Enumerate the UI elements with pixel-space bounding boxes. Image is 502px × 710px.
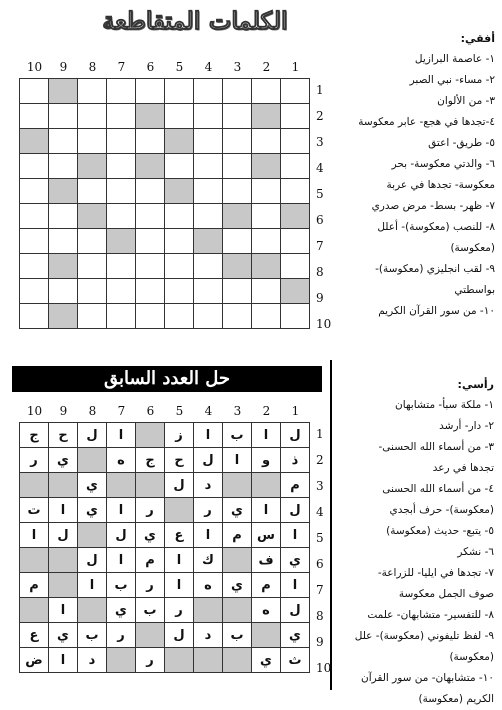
solution-col-number-1: 1 (291, 404, 300, 418)
puzzle-row-number-3: 3 (316, 135, 324, 149)
across-clue: ٢- مساء- نبي الصبر (409, 74, 495, 86)
solution-cell: ز (165, 423, 194, 448)
solution-col-number-3: 3 (233, 404, 242, 418)
puzzle-cell (165, 79, 194, 104)
solution-cell: ب (107, 573, 136, 598)
solution-cell (223, 648, 252, 673)
solution-cell: ا (165, 548, 194, 573)
down-clue: ٥- يتبع- حديث (معكوسة) (386, 525, 494, 537)
solution-cell (49, 473, 78, 498)
puzzle-cell (78, 154, 107, 179)
across-clue: ٨- للنصب (معكوسة)- أعلل (377, 221, 495, 233)
puzzle-row-number-7: 7 (316, 239, 324, 253)
puzzle-col-number-7: 7 (117, 60, 126, 74)
puzzle-cell (194, 179, 223, 204)
puzzle-cell (107, 229, 136, 254)
puzzle-cell (136, 154, 165, 179)
solution-cell: ل (165, 623, 194, 648)
solution-cell: ي (78, 473, 107, 498)
puzzle-cell (78, 304, 107, 329)
down-clue: الكريم (معكوسة) (418, 693, 494, 705)
puzzle-cell (252, 179, 281, 204)
puzzle-row-number-9: 9 (316, 291, 324, 305)
solution-row (20, 623, 310, 648)
solution-cell: ك (194, 548, 223, 573)
solution-col-number-5: 5 (175, 404, 184, 418)
down-clue: ٧- تجدها في ايليا- للزراعة- (377, 567, 494, 579)
puzzle-cell (78, 129, 107, 154)
solution-cell: ح (165, 448, 194, 473)
puzzle-cell (107, 104, 136, 129)
puzzle-cell (107, 204, 136, 229)
solution-cell: ل (281, 498, 310, 523)
solution-cell: ي (281, 623, 310, 648)
puzzle-cell (78, 79, 107, 104)
down-clues (336, 374, 494, 710)
solution-cell: ي (223, 498, 252, 523)
solution-cell (20, 548, 49, 573)
solution-cell: ب (136, 598, 165, 623)
down-clue: ٦- نشكر (457, 546, 494, 558)
puzzle-row (20, 304, 310, 329)
down-clue: ٢- دار- أرشد (439, 420, 494, 432)
puzzle-cell (281, 79, 310, 104)
solution-cell (49, 548, 78, 573)
puzzle-cell (223, 154, 252, 179)
puzzle-cell (78, 179, 107, 204)
puzzle-cell (223, 179, 252, 204)
puzzle-cell (281, 204, 310, 229)
puzzle-cell (165, 129, 194, 154)
puzzle-cell (49, 129, 78, 154)
puzzle-cell (20, 179, 49, 204)
puzzle-cell (20, 129, 49, 154)
puzzle-cell (20, 79, 49, 104)
solution-cell: ا (107, 498, 136, 523)
puzzle-col-number-3: 3 (233, 60, 242, 74)
solution-cell: ا (281, 573, 310, 598)
puzzle-cell (223, 104, 252, 129)
solution-cell: ف (252, 548, 281, 573)
puzzle-cell (165, 154, 194, 179)
solution-cell: ي (107, 598, 136, 623)
solution-cell: و (252, 448, 281, 473)
puzzle-cell (281, 104, 310, 129)
solution-cell: ا (252, 498, 281, 523)
across-clue: ٣- من الألوان (437, 95, 495, 107)
puzzle-cell (136, 229, 165, 254)
puzzle-cell (281, 304, 310, 329)
puzzle-row (20, 129, 310, 154)
puzzle-row (20, 104, 310, 129)
puzzle-cell (49, 204, 78, 229)
puzzle-cell (20, 304, 49, 329)
solution-row (20, 473, 310, 498)
puzzle-row-number-4: 4 (316, 161, 324, 175)
solution-cell (78, 448, 107, 473)
puzzle-cell (136, 279, 165, 304)
puzzle-row (20, 229, 310, 254)
solution-row-number-7: 7 (316, 583, 324, 597)
solution-row-number-8: 8 (316, 609, 324, 623)
solution-row-number-3: 3 (316, 479, 324, 493)
puzzle-cell (194, 104, 223, 129)
solution-row-numbers (316, 422, 336, 682)
solution-cell: م (223, 523, 252, 548)
solution-cell: ب (78, 623, 107, 648)
solution-cell: ل (281, 423, 310, 448)
puzzle-col-number-5: 5 (175, 60, 184, 74)
solution-cell: د (78, 648, 107, 673)
puzzle-grid (19, 78, 310, 329)
solution-cell: ر (136, 498, 165, 523)
puzzle-col-number-9: 9 (59, 60, 68, 74)
puzzle-row-number-8: 8 (316, 265, 324, 279)
puzzle-cell (165, 254, 194, 279)
solution-cell: ا (107, 423, 136, 448)
solution-cell: ر (136, 648, 165, 673)
solution-cell (194, 598, 223, 623)
puzzle-cell (252, 254, 281, 279)
solution-row (20, 573, 310, 598)
solution-row (20, 448, 310, 473)
solution-cell: ل (281, 598, 310, 623)
down-clue: ١- ملكة سبأ- متشابهان (395, 399, 494, 411)
across-heading: أفقي: (460, 32, 495, 45)
puzzle-cell (20, 204, 49, 229)
down-clue: صوف الجمل معكوسة (398, 588, 494, 600)
solution-cell (78, 523, 107, 548)
solution-cell (165, 498, 194, 523)
solution-cell (194, 648, 223, 673)
puzzle-cell (49, 104, 78, 129)
solution-cell: ل (107, 523, 136, 548)
solution-row-number-2: 2 (316, 453, 324, 467)
solution-cell: ا (194, 423, 223, 448)
solution-cell: ث (281, 648, 310, 673)
solution-col-number-6: 6 (146, 404, 155, 418)
puzzle-cell (78, 104, 107, 129)
solution-cell: ا (49, 648, 78, 673)
solution-cell: ج (136, 448, 165, 473)
across-clue: ٩- لقب انجليزي (معكوسة)- (375, 263, 495, 275)
puzzle-cell (252, 154, 281, 179)
puzzle-column-numbers (20, 60, 310, 76)
solution-row (20, 548, 310, 573)
puzzle-cell (223, 204, 252, 229)
solution-cell (20, 473, 49, 498)
solution-cell: ر (136, 573, 165, 598)
puzzle-cell (281, 254, 310, 279)
puzzle-cell (165, 104, 194, 129)
solution-cell: ب (223, 423, 252, 448)
puzzle-cell (107, 129, 136, 154)
solution-col-number-10: 10 (26, 404, 43, 418)
down-heading: رأسي: (457, 378, 494, 391)
down-clue: ١٠- متشابهان- من سور القرآن (360, 672, 494, 684)
down-clue: (معكوسة) (449, 651, 494, 663)
puzzle-row (20, 79, 310, 104)
solution-cell (107, 473, 136, 498)
solution-cell: ا (78, 573, 107, 598)
across-clue: ٥- طريق- اعتق (428, 137, 495, 149)
across-clue: معكوسة- تجدها في عربة (386, 179, 495, 191)
puzzle-row (20, 154, 310, 179)
across-clue: (معكوسة) (450, 242, 495, 254)
puzzle-cell (165, 179, 194, 204)
solution-cell: ي (281, 548, 310, 573)
across-clue: بواسطتي (454, 284, 495, 296)
solution-cell: ض (20, 648, 49, 673)
puzzle-cell (20, 279, 49, 304)
solution-col-number-9: 9 (59, 404, 68, 418)
solution-row (20, 498, 310, 523)
puzzle-cell (136, 304, 165, 329)
puzzle-cell (20, 229, 49, 254)
puzzle-cell (49, 229, 78, 254)
solution-cell: ا (49, 598, 78, 623)
solution-cell: ه (252, 598, 281, 623)
puzzle-cell (194, 304, 223, 329)
solution-cell (223, 548, 252, 573)
across-clue: ٦- والدتي معكوسة- بحر (391, 158, 495, 170)
puzzle-cell (107, 279, 136, 304)
puzzle-row-number-10: 10 (316, 317, 332, 331)
solution-cell (165, 648, 194, 673)
puzzle-cell (49, 179, 78, 204)
puzzle-cell (136, 129, 165, 154)
puzzle-cell (107, 254, 136, 279)
solution-cell: ح (49, 423, 78, 448)
puzzle-cell (20, 254, 49, 279)
solution-row (20, 648, 310, 673)
puzzle-cell (281, 154, 310, 179)
puzzle-cell (194, 79, 223, 104)
puzzle-cell (20, 154, 49, 179)
solution-row-number-6: 6 (316, 557, 324, 571)
down-clue: ٤- من أسماء الله الحسنى (382, 483, 494, 495)
puzzle-cell (281, 279, 310, 304)
puzzle-cell (252, 279, 281, 304)
solution-cell: ي (252, 648, 281, 673)
solution-cell (78, 598, 107, 623)
puzzle-row (20, 179, 310, 204)
puzzle-cell (78, 204, 107, 229)
across-clue: ١٠- من سور القرآن الكريم (378, 305, 495, 317)
puzzle-row (20, 204, 310, 229)
puzzle-cell (194, 129, 223, 154)
puzzle-cell (165, 229, 194, 254)
solution-cell: م (136, 548, 165, 573)
solution-cell: ا (107, 548, 136, 573)
solution-row-number-5: 5 (316, 531, 324, 545)
solution-cell (223, 473, 252, 498)
puzzle-cell (136, 79, 165, 104)
across-clue: ١- عاصمة البرازيل (414, 53, 495, 65)
down-clue: ٩- لفظ تليفوني (معكوسة)- علل (354, 630, 494, 642)
solution-cell: ل (78, 548, 107, 573)
puzzle-cell (194, 229, 223, 254)
puzzle-cell (107, 79, 136, 104)
solution-cell (252, 473, 281, 498)
solution-cell: ا (194, 523, 223, 548)
solution-col-number-7: 7 (117, 404, 126, 418)
puzzle-cell (252, 229, 281, 254)
puzzle-row-number-2: 2 (316, 109, 324, 123)
solution-cell: ل (49, 523, 78, 548)
puzzle-cell (20, 104, 49, 129)
puzzle-cell (194, 279, 223, 304)
puzzle-cell (281, 179, 310, 204)
solution-cell: ا (49, 498, 78, 523)
puzzle-cell (194, 154, 223, 179)
solution-cell (136, 423, 165, 448)
puzzle-cell (252, 204, 281, 229)
puzzle-col-number-8: 8 (88, 60, 97, 74)
puzzle-cell (136, 104, 165, 129)
solution-cell: م (252, 573, 281, 598)
solution-cell: ا (223, 448, 252, 473)
solution-cell: ل (78, 423, 107, 448)
puzzle-title: الكلمات المتقاطعة (102, 6, 288, 35)
puzzle-cell (252, 79, 281, 104)
puzzle-col-number-4: 4 (204, 60, 213, 74)
solution-cell (107, 648, 136, 673)
solution-cell (252, 623, 281, 648)
puzzle-row (20, 279, 310, 304)
puzzle-cell (49, 254, 78, 279)
solution-cell: ا (281, 523, 310, 548)
puzzle-cell (194, 204, 223, 229)
puzzle-cell (252, 129, 281, 154)
puzzle-cell (194, 254, 223, 279)
puzzle-cell (223, 129, 252, 154)
solution-title: حل العدد السابق (12, 366, 322, 392)
puzzle-cell (78, 229, 107, 254)
puzzle-row-number-5: 5 (316, 187, 324, 201)
puzzle-cell (78, 254, 107, 279)
solution-cell: ت (20, 498, 49, 523)
solution-cell: ل (165, 473, 194, 498)
puzzle-cell (223, 229, 252, 254)
puzzle-row (20, 254, 310, 279)
solution-cell: ر (165, 598, 194, 623)
solution-row-number-10: 10 (316, 661, 332, 675)
solution-row-number-4: 4 (316, 505, 324, 519)
puzzle-cell (136, 204, 165, 229)
solution-cell (49, 573, 78, 598)
solution-cell: ع (165, 523, 194, 548)
solution-cell: د (194, 473, 223, 498)
puzzle-cell (107, 179, 136, 204)
solution-row-number-1: 1 (316, 427, 324, 441)
solution-cell: ي (136, 523, 165, 548)
solution-row-number-9: 9 (316, 635, 324, 649)
solution-row (20, 598, 310, 623)
puzzle-cell (49, 154, 78, 179)
solution-cell: ا (20, 523, 49, 548)
solution-cell: ذ (281, 448, 310, 473)
solution-row (20, 523, 310, 548)
solution-column-numbers (20, 404, 310, 420)
down-clue: ٨- للتفسير- متشابهان- علمت (367, 609, 494, 621)
down-clue: ٣- من أسماء الله الحسنى- (378, 441, 494, 453)
puzzle-cell (223, 304, 252, 329)
solution-cell (223, 598, 252, 623)
puzzle-cell (252, 304, 281, 329)
across-clues (330, 28, 495, 322)
puzzle-cell (223, 279, 252, 304)
puzzle-cell (78, 279, 107, 304)
solution-cell: م (20, 573, 49, 598)
solution-cell: م (281, 473, 310, 498)
solution-grid (19, 422, 310, 673)
solution-cell: ع (20, 623, 49, 648)
puzzle-cell (136, 179, 165, 204)
puzzle-col-number-2: 2 (262, 60, 271, 74)
solution-cell: ل (194, 448, 223, 473)
puzzle-row-number-6: 6 (316, 213, 324, 227)
puzzle-cell (107, 304, 136, 329)
puzzle-cell (49, 279, 78, 304)
solution-cell: د (194, 623, 223, 648)
puzzle-cell (165, 279, 194, 304)
solution-col-number-8: 8 (88, 404, 97, 418)
solution-col-number-4: 4 (204, 404, 213, 418)
solution-cell: ي (223, 573, 252, 598)
solution-cell: ب (223, 623, 252, 648)
solution-col-number-2: 2 (262, 404, 271, 418)
solution-cell: ه (107, 448, 136, 473)
solution-cell: ر (194, 498, 223, 523)
across-clue: ٤-تجدها في هجع- عابر معكوسة (358, 116, 495, 128)
solution-cell: ر (107, 623, 136, 648)
puzzle-cell (107, 154, 136, 179)
solution-cell: ه (194, 573, 223, 598)
puzzle-col-number-10: 10 (26, 60, 43, 74)
puzzle-cell (252, 104, 281, 129)
puzzle-cell (223, 79, 252, 104)
puzzle-cell (223, 254, 252, 279)
solution-cell: ي (78, 498, 107, 523)
solution-row (20, 423, 310, 448)
solution-cell: ج (20, 423, 49, 448)
puzzle-row-number-1: 1 (316, 83, 324, 97)
solution-cell: ا (165, 573, 194, 598)
down-clue: تجدها في رعد (432, 462, 494, 474)
puzzle-cell (281, 129, 310, 154)
solution-cell (20, 598, 49, 623)
puzzle-cell (49, 304, 78, 329)
puzzle-cell (165, 304, 194, 329)
solution-cell: ا (252, 423, 281, 448)
solution-cell (136, 623, 165, 648)
solution-cell: ي (49, 623, 78, 648)
down-clue: (معكوسة)- حرف أبجدي (389, 504, 494, 516)
puzzle-cell (281, 229, 310, 254)
solution-cell (136, 473, 165, 498)
puzzle-col-number-6: 6 (146, 60, 155, 74)
across-clue: ٧- ظهر- بسط- مرض صدري (371, 200, 495, 212)
puzzle-cell (165, 204, 194, 229)
puzzle-col-number-1: 1 (291, 60, 300, 74)
solution-cell: ر (20, 448, 49, 473)
solution-cell: س (252, 523, 281, 548)
solution-cell: ي (49, 448, 78, 473)
puzzle-cell (49, 79, 78, 104)
puzzle-cell (136, 254, 165, 279)
